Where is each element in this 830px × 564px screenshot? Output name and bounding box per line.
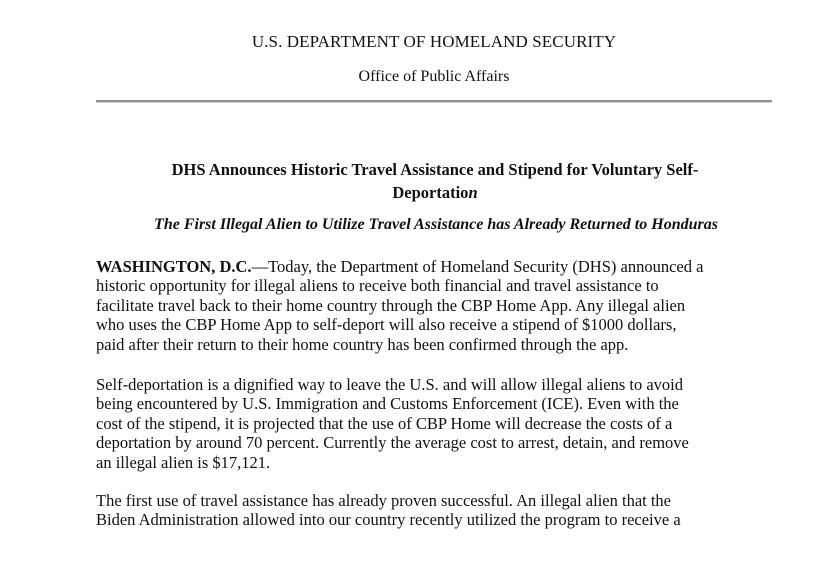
paragraph-2 — [96, 375, 786, 472]
paragraph-line: deportation by around 70 percent. Currently the average cost to arrest, detain, and remove — [96, 433, 689, 453]
headline — [125, 158, 745, 204]
header-divider — [96, 100, 772, 103]
paragraph-line: cost of the stipend, it is projected that the use of CBP Home will decrease the costs of a — [96, 413, 673, 433]
paragraph-line: Self-deportation is a dignified way to leave the U.S. and will allow illegal aliens to avoid — [96, 375, 683, 394]
paragraph-line: being encountered by U.S. Immigration and Customs Enforcement (ICE). Even with the — [96, 394, 679, 414]
paragraph-line: historic opportunity for illegal aliens to receive both financial and travel assistance to — [96, 276, 659, 296]
headline-line — [125, 181, 745, 204]
paragraph-line: Biden Administration allowed into our country recently utilized the program to receive a — [96, 510, 681, 530]
subheadline: The First Illegal Alien to Utilize Travel Assistance has Already Returned to Honduras — [154, 216, 718, 233]
paragraph-line-text: —Today, the Department of Homeland Security (DHS) announced a — [251, 257, 704, 276]
paragraph-line: The first use of travel assistance has already proven successful. An illegal alien that the — [96, 491, 672, 510]
headline-italic-letter: n — [468, 183, 478, 202]
agency-name: U.S. DEPARTMENT OF HOMELAND SECURITY — [251, 32, 617, 51]
headline-line: DHS Announces Historic Travel Assistance and Stipend for Voluntary Self- — [171, 160, 699, 179]
dateline: WASHINGTON, D.C. — [96, 257, 252, 276]
paragraph-line: who uses the CBP Home App to self-deport will also receive a stipend of $1000 dollars, — [96, 315, 677, 335]
headline-line-text: Deportatio — [392, 183, 469, 202]
paragraph-line: paid after their return to their home country has been confirmed through the app. — [96, 334, 629, 354]
paragraph-line — [96, 257, 786, 276]
paragraph-3 — [96, 491, 786, 530]
office-name: Office of Public Affairs — [358, 68, 510, 85]
paragraph-line: facilitate travel back to their home country through the CBP Home App. Any illegal alien — [96, 295, 686, 315]
paragraph-line: an illegal alien is $17,121. — [96, 452, 271, 472]
paragraph-1 — [96, 257, 786, 354]
